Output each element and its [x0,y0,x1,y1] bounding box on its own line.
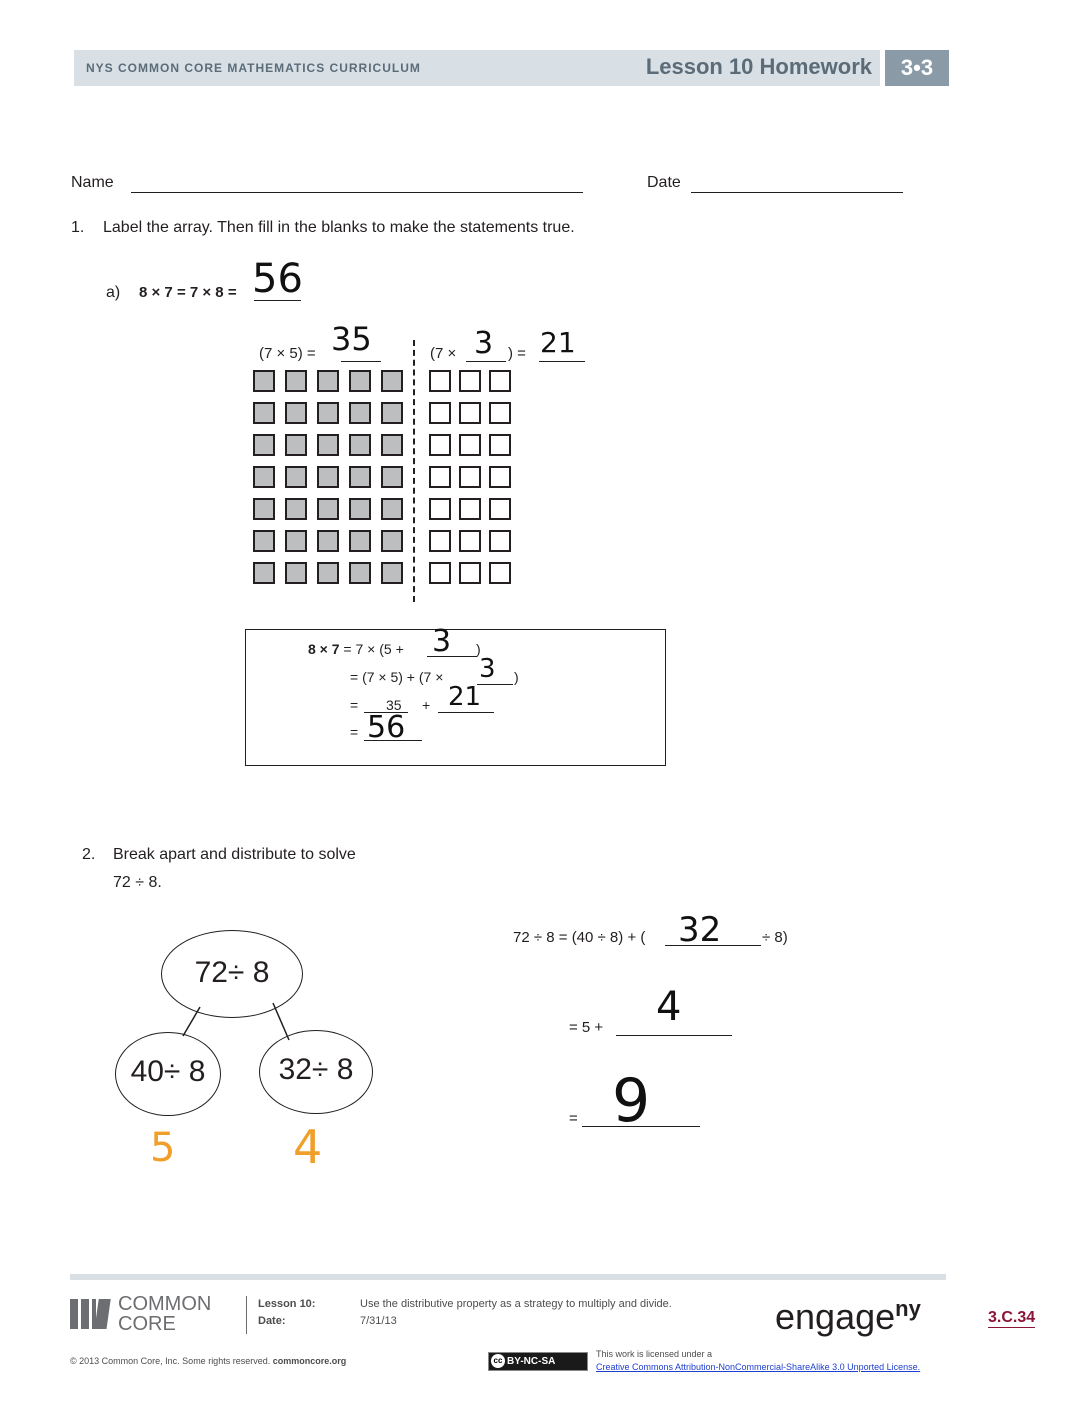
tree-top-node [161,930,303,1018]
box-line1-close: ) [476,641,481,657]
tree-left-result: 5 [150,1125,176,1171]
part-a-label: a) [106,284,121,301]
license-link[interactable]: Creative Commons Attribution-NonCommercial-ShareAlike 3.0 Unported License. [596,1362,921,1372]
cc-icon: cc [491,1354,505,1368]
tree-top-text: 72÷ 8 [194,956,270,989]
logo-text-core: CORE [118,1313,176,1335]
tree-left-text: 40÷ 8 [130,1055,206,1088]
eq1-start: 72 ÷ 8 = (40 ÷ 8) + ( [513,929,646,946]
right-array-label-end: ) = [508,345,526,362]
eq1-answer: 32 [678,910,722,950]
copyright-site: commoncore.org [272,1356,347,1366]
box-line2-answer: 3 [479,654,496,684]
curriculum-title: NYS COMMON CORE MATHEMATICS CURRICULUM [86,61,421,75]
box-line1-answer: 3 [432,624,452,659]
name-label: Name [71,174,114,191]
tree-right-result: 4 [293,1120,323,1174]
cc-badge-text: BY-NC-SA [507,1356,556,1367]
eq2-start: = 5 + [569,1019,604,1036]
copyright-text: © 2013 Common Core, Inc. Some rights reserved. [70,1356,271,1366]
cc-license-badge[interactable] [488,1352,588,1371]
box-line1-rhs: = 7 × (5 + [343,641,404,657]
eq1-end: ÷ 8) [762,929,788,946]
tree-right-node [259,1030,373,1114]
problem1-instruction: Label the array. Then fill in the blanks to make the statements true. [103,219,575,236]
part-a-answer: 56 [252,256,303,302]
lesson-title: Lesson 10 Homework [645,54,872,79]
left-array-answer: 35 [331,320,372,358]
license-line1: This work is licensed under a [596,1349,713,1359]
eq3-start: = [569,1110,578,1127]
eq2-answer: 4 [656,984,682,1030]
right-array-label-start: (7 × [430,345,457,362]
box-line1-lhs: 8 × 7 [308,641,340,657]
eq3-answer: 9 [612,1066,651,1136]
box-line2-close: ) [514,669,519,685]
tree-right-text: 32÷ 8 [278,1053,354,1086]
common-core-logo-icon [70,1297,114,1336]
footer-date-text: 7/31/13 [360,1315,397,1327]
problem2-instruction-line1: Break apart and distribute to solve [113,846,356,863]
box-line3-eq: = [350,697,359,713]
problem2-number: 2. [82,846,96,863]
grade-module-badge: 3•3 [885,50,949,86]
page-code: 3.C.34 [988,1309,1036,1326]
logo-text-common: COMMON [118,1293,212,1315]
part-a-equation: 8 × 7 = 7 × 8 = [139,284,237,301]
right-array-answer: 21 [540,326,576,359]
box-line4-answer: 56 [367,710,406,745]
engageny-logo-text [775,1296,921,1338]
problem2-instruction-line2: 72 ÷ 8. [113,874,162,891]
ny-text: ny [895,1296,921,1321]
right-array-factor: 3 [474,326,494,361]
tree-left-node [115,1032,221,1116]
engage-text: engage [775,1296,896,1337]
problem1-number: 1. [71,219,85,236]
box-line4-eq: = [350,724,359,740]
footer-date-label: Date: [258,1315,286,1327]
footer-rule [70,1274,946,1280]
footer-lesson-label: Lesson 10: [258,1298,316,1310]
box-line3-plus: + [422,697,431,713]
footer-divider [246,1296,247,1334]
eq2-blank[interactable] [616,1035,732,1036]
footer-lesson-text: Use the distributive property as a strategy to multiply and divide. [360,1298,672,1310]
box-line3-answer: 21 [448,682,482,712]
box-line2: = (7 × 5) + (7 × [350,669,444,685]
left-array-label: (7 × 5) = [259,345,316,362]
date-label: Date [647,174,681,191]
box-line3-value: 35 [386,697,402,713]
